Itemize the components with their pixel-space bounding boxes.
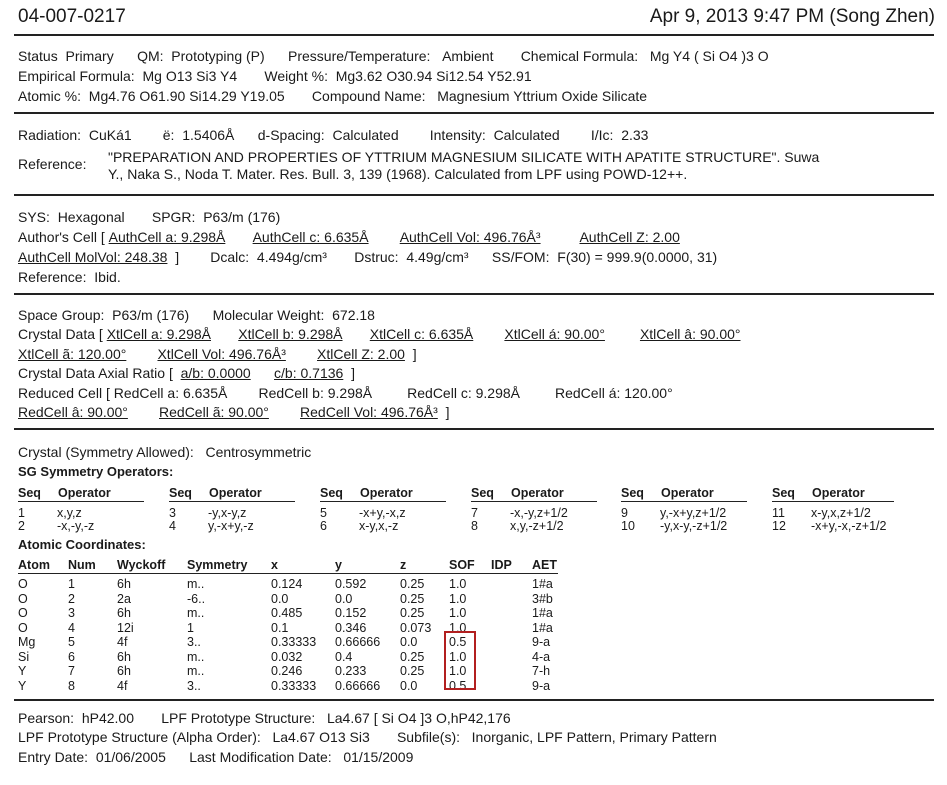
- reference-ibid-row: Reference: Ibid.: [18, 269, 121, 285]
- atom-col-header: Symmetry: [187, 558, 248, 572]
- atom-col-header: Wyckoff: [117, 558, 166, 572]
- atom-cell: 0.66666: [335, 635, 381, 649]
- atom-cell: 3..: [187, 678, 201, 693]
- radiation-row: Radiation: CuKá1 ë: 1.5406Å d-Spacing: Calculated Intensity: Calculated I/Ic: 2.33: [18, 127, 649, 143]
- atom-cell: 0.0: [335, 591, 353, 606]
- atom-cell: 0.0: [400, 678, 418, 693]
- atom-cell: 5: [68, 635, 75, 649]
- axial-ratio-row: Crystal Data Axial Ratio [ a/b: 0.0000 c/b: 0.7136 ]: [18, 365, 355, 381]
- atom-cell: 3: [68, 606, 75, 620]
- atom-cell: 4: [68, 620, 75, 635]
- space-group-row: Space Group: P63/m (176) Molecular Weight: 672.18: [18, 307, 375, 323]
- atom-cell: 0.25: [400, 664, 425, 678]
- operator-seq: 9: [621, 506, 628, 520]
- pearson-row: Pearson: hP42.00 LPF Prototype Structure: La4.67 [ Si O4 ]3 O,hP42,176: [18, 710, 511, 726]
- atom-cell: 9-a: [532, 635, 551, 649]
- divider: [14, 194, 934, 196]
- atom-cell: 7: [68, 664, 75, 678]
- atom-cell: m..: [187, 577, 205, 591]
- operator-value: x-y,x,-z: [359, 519, 399, 533]
- atom-cell: 1.0: [449, 577, 467, 591]
- dates-row: Entry Date: 01/06/2005 Last Modification Date: 01/15/2009: [18, 749, 414, 765]
- atom-cell: 0.0: [271, 591, 289, 606]
- seq-header: Seq: [169, 486, 192, 500]
- atom-cell: 0.246: [271, 664, 303, 678]
- atom-cell: 0.25: [400, 577, 425, 591]
- divider: [14, 112, 934, 114]
- atom-col-header: y: [335, 558, 342, 572]
- crystal-data-row-2: XtlCell ã: 120.00° XtlCell Vol: 496.76Å³ XtlCell Z: 2.00 ]: [18, 346, 417, 362]
- seq-header: Seq: [621, 486, 644, 500]
- atom-cell: 0.4: [335, 649, 353, 664]
- atom-cell: -6..: [187, 591, 206, 606]
- lpf-alpha-row: LPF Prototype Structure (Alpha Order): La4.67 O13 Si3 Subfile(s): Inorganic, LPF Pattern, Primary Pattern: [18, 729, 717, 745]
- seq-header: Seq: [18, 486, 41, 500]
- atom-cell: 0.346: [335, 620, 367, 635]
- operator-seq: 4: [169, 519, 176, 533]
- card-id: 04-007-0217: [18, 6, 126, 27]
- atom-col-header: x: [271, 558, 278, 572]
- atom-cell: m..: [187, 664, 205, 678]
- atom-cell: 0.33333: [271, 635, 317, 649]
- sg-operators-title: SG Symmetry Operators:: [18, 464, 174, 479]
- operator-value: x,y,-z+1/2: [510, 519, 564, 533]
- header-underline: [169, 501, 295, 502]
- operator-header: Operator: [812, 486, 865, 500]
- atom-cell: O: [18, 577, 28, 591]
- operator-value: -y,x-y,z: [208, 506, 247, 520]
- atom-cell: m..: [187, 649, 205, 664]
- divider: [14, 293, 934, 295]
- atom-cell: 1.0: [449, 620, 467, 635]
- operator-header: Operator: [661, 486, 714, 500]
- operator-header: Operator: [58, 486, 111, 500]
- divider: [14, 428, 934, 430]
- atom-header-underline: [18, 573, 558, 574]
- operator-value: -x,-y,z+1/2: [510, 506, 568, 520]
- atom-cell: 3..: [187, 635, 201, 649]
- operator-seq: 11: [772, 506, 785, 520]
- atom-cell: 4f: [117, 678, 128, 693]
- atom-cell: 4-a: [532, 649, 551, 664]
- atom-cell: 0.152: [335, 606, 367, 620]
- sof-highlight-box: [444, 631, 476, 690]
- operator-header: Operator: [209, 486, 262, 500]
- operator-header: Operator: [360, 486, 413, 500]
- atom-cell: O: [18, 620, 28, 635]
- atomic-coordinates-title: Atomic Coordinates:: [18, 537, 146, 552]
- atom-cell: 0.5: [449, 678, 467, 693]
- atom-cell: O: [18, 606, 28, 620]
- atom-cell: 1.0: [449, 591, 467, 606]
- operator-seq: 12: [772, 519, 786, 533]
- reduced-cell-row: Reduced Cell [ RedCell a: 6.635Å RedCell b: 9.298Å RedCell c: 9.298Å RedCell á: 120.00°: [18, 385, 673, 401]
- atom-cell: 1.0: [449, 649, 467, 664]
- atom-cell: 0.25: [400, 606, 425, 620]
- atom-col-header: z: [400, 558, 407, 572]
- empirical-row: Empirical Formula: Mg O13 Si3 Y4 Weight %: Mg3.62 O30.94 Si12.54 Y52.91: [18, 68, 532, 84]
- symmetry-allowed-row: Crystal (Symmetry Allowed): Centrosymmetric: [18, 444, 312, 460]
- atom-cell: 0.25: [400, 591, 425, 606]
- atom-cell: 0.073: [400, 620, 432, 635]
- atom-cell: 6h: [117, 664, 131, 678]
- atom-cell: 8: [68, 678, 75, 693]
- atom-col-header: IDP: [491, 558, 512, 572]
- header-underline: [320, 501, 446, 502]
- atom-col-header: Atom: [18, 558, 50, 572]
- atom-cell: 4f: [117, 635, 128, 649]
- status-row: Status Primary QM: Prototyping (P) Pressure/Temperature: Ambient Chemical Formula: Mg Y4 ( Si O4 )3 O: [18, 48, 769, 64]
- atomic-percent-row: Atomic %: Mg4.76 O61.90 Si14.29 Y19.05 Compound Name: Magnesium Yttrium Oxide Silicate: [18, 88, 648, 104]
- operator-value: -x,-y,-z: [57, 519, 95, 533]
- atom-cell: 0.0: [400, 635, 418, 649]
- operator-seq: 1: [18, 506, 25, 520]
- atom-cell: 6h: [117, 649, 131, 664]
- atom-cell: 6h: [117, 577, 131, 591]
- operator-seq: 10: [621, 519, 635, 533]
- report-date-user: Apr 9, 2013 9:47 PM (Song Zhen): [649, 6, 935, 27]
- atom-cell: 12i: [117, 620, 134, 635]
- atom-cell: 0.233: [335, 664, 367, 678]
- atom-cell: 0.66666: [335, 678, 381, 693]
- atom-cell: 3#b: [532, 591, 553, 606]
- crystal-data-row: Crystal Data [ XtlCell a: 9.298Å XtlCell b: 9.298Å XtlCell c: 6.635Å XtlCell á: 90.00° XtlCell â: 90.00°: [18, 326, 741, 342]
- operator-value: x-y,x,z+1/2: [811, 506, 871, 520]
- atom-cell: 0.1: [271, 620, 289, 635]
- operator-seq: 2: [18, 519, 25, 533]
- authors-cell-row: Author's Cell [ AuthCell a: 9.298Å AuthCell c: 6.635Å AuthCell Vol: 496.76Å³ AuthCell Z: 2.00: [18, 229, 680, 245]
- seq-header: Seq: [471, 486, 494, 500]
- reduced-cell-row-2: RedCell â: 90.00° RedCell ã: 90.00° RedCell Vol: 496.76Å³ ]: [18, 404, 450, 420]
- divider: [14, 34, 934, 36]
- atom-cell: 6h: [117, 606, 131, 620]
- atom-col-header: AET: [532, 558, 557, 572]
- atom-cell: 7-h: [532, 664, 551, 678]
- operator-value: -y,x-y,-z+1/2: [660, 519, 728, 533]
- atom-cell: 2: [68, 591, 75, 606]
- atom-col-header: SOF: [449, 558, 475, 572]
- atom-cell: m..: [187, 606, 205, 620]
- atom-cell: 0.592: [335, 577, 367, 591]
- atom-cell: 1.0: [449, 606, 467, 620]
- operator-header: Operator: [511, 486, 564, 500]
- atom-cell: 1: [68, 577, 75, 591]
- header-underline: [471, 501, 597, 502]
- operator-seq: 6: [320, 519, 327, 533]
- operator-value: x,y,z: [57, 506, 82, 520]
- card-header: [0, 0, 947, 36]
- atom-cell: 1: [187, 620, 194, 635]
- operator-seq: 5: [320, 506, 327, 520]
- atom-cell: 9-a: [532, 678, 551, 693]
- atom-cell: 0.485: [271, 606, 303, 620]
- operator-value: y,-x+y,-z: [208, 519, 254, 533]
- header-underline: [772, 501, 894, 502]
- atom-cell: 2a: [117, 591, 131, 606]
- atom-cell: O: [18, 591, 28, 606]
- operator-seq: 3: [169, 506, 176, 520]
- operator-seq: 8: [471, 519, 478, 533]
- molvol-row: AuthCell MolVol: 248.38 ] Dcalc: 4.494g/cm³ Dstruc: 4.49g/cm³ SS/FOM: F(30) = 999.9(0.0000, 31): [18, 249, 718, 265]
- atom-cell: 1#a: [532, 577, 553, 591]
- operator-value: -x+y,-x,z: [359, 506, 406, 520]
- atom-cell: Y: [18, 678, 27, 693]
- atom-cell: Mg: [18, 635, 36, 649]
- atom-cell: 1#a: [532, 620, 553, 635]
- atom-cell: 0.25: [400, 649, 425, 664]
- seq-header: Seq: [320, 486, 343, 500]
- reference-text: "PREPARATION AND PROPERTIES OF YTTRIUM MAGNESIUM SILICATE WITH APATITE STRUCTURE". Suwa Y., Naka S., Noda T. Mater. Res. Bull. 3, 139 (1968). Calculated from LPF using POWD-12++.: [108, 149, 820, 182]
- atom-col-header: Num: [68, 558, 96, 572]
- atom-cell: Si: [18, 649, 30, 664]
- operator-seq: 7: [471, 506, 478, 520]
- atom-cell: 1.0: [449, 664, 467, 678]
- sys-row: SYS: Hexagonal SPGR: P63/m (176): [18, 209, 281, 225]
- divider: [14, 699, 934, 701]
- operator-value: y,-x+y,z+1/2: [660, 506, 727, 520]
- atom-cell: Y: [18, 664, 27, 678]
- atom-cell: 1#a: [532, 606, 553, 620]
- reference-label: Reference:: [18, 156, 87, 172]
- operator-value: -x+y,-x,-z+1/2: [811, 519, 887, 533]
- atom-cell: 0.33333: [271, 678, 317, 693]
- header-underline: [621, 501, 747, 502]
- atom-cell: 0.5: [449, 635, 467, 649]
- header-underline: [18, 501, 144, 502]
- seq-header: Seq: [772, 486, 795, 500]
- atom-cell: 0.032: [271, 649, 303, 664]
- atom-cell: 6: [68, 649, 75, 664]
- atom-cell: 0.124: [271, 577, 303, 591]
